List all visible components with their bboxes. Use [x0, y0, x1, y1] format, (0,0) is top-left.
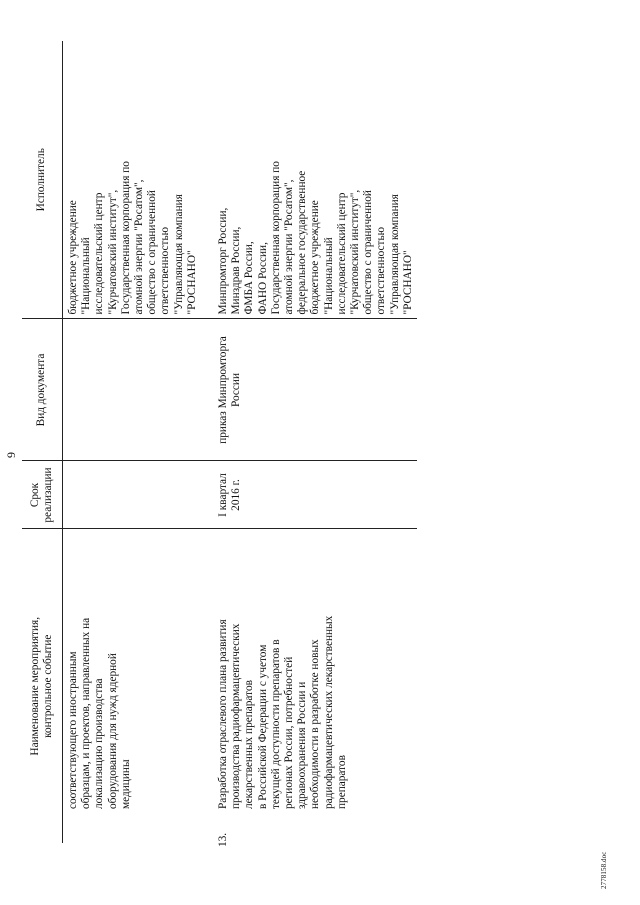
executor-line: ФАНО России,: [256, 242, 269, 315]
row-number: 13.: [217, 832, 230, 847]
activity-line: оборудования для нужд ядерной: [106, 653, 119, 809]
executor-line: Минпромторг России,: [217, 207, 230, 315]
executor-line: общество с ограниченной: [362, 190, 375, 315]
executor-line: "Управляющая компания: [172, 194, 185, 315]
header-executor: [22, 41, 63, 319]
activity-cell: [213, 529, 417, 847]
table-header-row: [22, 41, 63, 843]
activity-line: регионах России, потребностей: [283, 656, 296, 809]
activity-line: радиофармацевтических лекарственных: [322, 615, 335, 809]
header-activity: [22, 529, 63, 843]
executor-line: Государственная корпорация по: [269, 161, 282, 315]
term-line: I квартал: [217, 473, 230, 517]
executor-line: федеральное государственное: [296, 170, 309, 315]
executor-line: "Национальный: [80, 237, 93, 315]
doc-type-cell: [213, 319, 417, 461]
executor-line: "РОСНАНО": [185, 250, 198, 315]
activity-cell: [63, 529, 214, 843]
executor-line: Минздрав России,: [230, 226, 243, 315]
executor-line: ответственностью: [375, 226, 388, 315]
header-activity-line: контрольное событие: [42, 634, 54, 738]
executor-line: Государственная корпорация по: [119, 161, 132, 315]
executor-line: общество с ограниченной: [146, 190, 159, 315]
doc-type-line: приказ Минпромторга: [217, 336, 230, 444]
executor-cell: [213, 41, 417, 319]
executor-line: ответственностью: [159, 226, 172, 315]
executor-line: "Курчатовский институт",: [106, 189, 119, 315]
activity-line: лекарственных препаратов: [243, 680, 256, 809]
header-activity-line: Наименование мероприятия,: [28, 616, 41, 756]
activity-line: здравоохранения России и: [296, 681, 309, 809]
document-code: 2778158.doc: [600, 851, 608, 889]
executor-line: исследовательский центр: [335, 192, 348, 315]
header-doc-type-line: Вид документа: [35, 353, 48, 427]
executor-line: "РОСНАНО": [401, 250, 414, 315]
header-term-line: Срок: [28, 482, 41, 508]
term-cell: [213, 461, 417, 529]
doc-type-cell: [63, 319, 214, 461]
activity-line: образцам, и проектов, направленных на: [80, 617, 93, 809]
executor-line: атомной энергии "Росатом",: [133, 179, 146, 315]
activity-line: соответствующего иностранным: [67, 651, 79, 809]
activity-line: препаратов: [335, 755, 348, 809]
activity-line: Разработка отраслевого плана развития: [217, 619, 230, 809]
table-row: [213, 41, 417, 843]
executor-line: ФМБА России,: [243, 241, 256, 315]
activity-line: текущей доступности препаратов в: [269, 639, 282, 809]
table-row: [63, 41, 214, 843]
executor-line: исследовательский центр: [93, 192, 106, 315]
activities-table: [22, 41, 417, 847]
executor-line: "Курчатовский институт",: [349, 189, 362, 315]
executor-line: "Национальный: [322, 237, 335, 315]
header-term: [22, 461, 63, 529]
header-term-line: реализации: [42, 467, 54, 523]
activity-line: медицины: [119, 759, 132, 809]
doc-type-line: России: [230, 372, 243, 408]
executor-cell: [63, 41, 214, 319]
header-doc-type: [22, 319, 63, 461]
activity-line: в Российской Федерации с учетом: [256, 644, 269, 809]
executor-line: атомной энергии "Росатом",: [283, 179, 296, 315]
activity-line: необходимости в разработке новых: [309, 639, 322, 809]
activity-line: локализацию производства: [93, 678, 106, 809]
executor-line: бюджетное учреждение: [67, 200, 79, 315]
activity-line: производства радиофармацевтических: [230, 623, 243, 809]
term-cell: [63, 461, 214, 529]
page-number: 9: [4, 452, 18, 458]
header-executor-line: Исполнитель: [35, 148, 48, 212]
executor-line: "Управляющая компания: [388, 194, 401, 315]
term-line: 2016 г.: [230, 479, 243, 511]
executor-line: бюджетное учреждение: [309, 200, 322, 315]
